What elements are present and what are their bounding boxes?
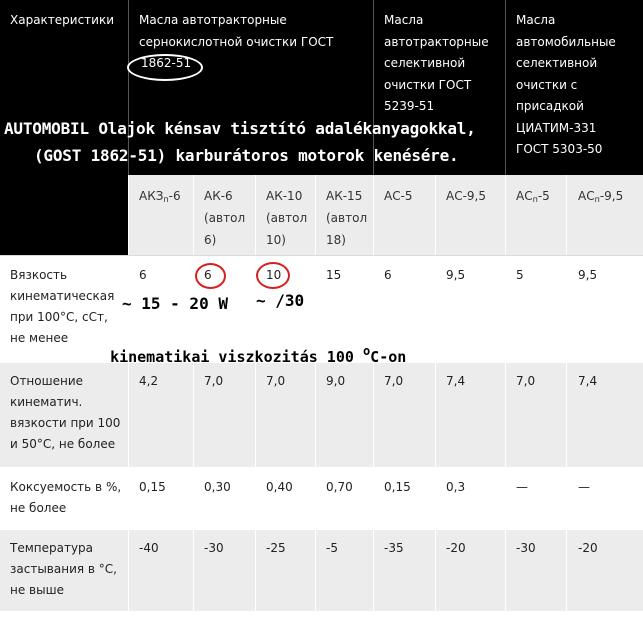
red-circle-ak10 (256, 262, 290, 289)
grade-note: 6) (204, 233, 217, 247)
value-cell: 9,0 (326, 374, 346, 388)
header-line: селективной (516, 56, 598, 70)
row-label-line: при 100°С, сСт, (10, 310, 108, 324)
header-line: присадкой (516, 99, 584, 113)
grade-name: АК-15 (326, 189, 363, 203)
overlay-title-line2: (GOST 1862-51) karburátoros motorok kenésére. (34, 146, 459, 165)
value-cell: -35 (384, 541, 404, 555)
header-line: селективной (384, 56, 466, 70)
value-cell: 7,4 (578, 374, 598, 388)
grade-note: (автол (266, 211, 308, 225)
grade-cell (204, 185, 245, 251)
grade-cell (516, 185, 550, 211)
header-line: автомобильные (516, 34, 616, 49)
grade-note: 10) (266, 233, 286, 247)
grade-name: АК-10 (266, 189, 303, 203)
value-cell: 0,30 (204, 480, 231, 494)
row-label (10, 538, 117, 601)
value-cell: 0,15 (384, 480, 411, 494)
value-cell: -25 (266, 541, 286, 555)
row-label-line: вязкости при 100 (10, 416, 121, 430)
row-label-line: кинематическая (10, 289, 115, 303)
header-col-selective (384, 10, 489, 118)
value-cell: -5 (326, 541, 338, 555)
value-cell: -30 (516, 541, 536, 555)
header-line: ГОСТ 5303-50 (516, 142, 603, 156)
row-label-line: не более (10, 501, 67, 515)
header-line: автотракторные (384, 34, 489, 49)
value-cell: 9,5 (578, 268, 598, 282)
row-label-line: Температура (10, 541, 94, 555)
row-label (10, 371, 120, 455)
header-line: ЦИАТИМ-331 (516, 120, 597, 135)
value-cell: -20 (446, 541, 466, 555)
overlay-note-viscosity (92, 330, 406, 366)
row-label-line: Отношение (10, 374, 84, 388)
header-line: очистки ГОСТ (384, 77, 472, 92)
header-gost-number: 1862-51 (141, 56, 192, 70)
value-cell: 10 (266, 268, 282, 282)
grade-name: АС-9,5 (446, 189, 487, 203)
overlay-note-w: ~ 15 - 20 W (122, 294, 228, 313)
row-label-line: Коксуемость в %, (10, 480, 122, 494)
value-cell: 15 (326, 268, 342, 282)
red-circle-ak6 (195, 263, 226, 289)
grade-name: $АС_п-9,5$ (578, 189, 624, 204)
value-cell: -20 (578, 541, 598, 555)
value-cell: 6 (204, 268, 212, 282)
grade-note: 18) (326, 233, 346, 247)
value-cell: 7,4 (446, 374, 466, 388)
overlay-note-viscosity-unit: C-on (370, 348, 407, 366)
header-col-additive (516, 10, 616, 161)
grade-cell (139, 185, 181, 211)
grade-cell (266, 185, 307, 251)
value-cell: 7,0 (516, 374, 536, 388)
grade-name: $АКЗ_п-6$ (139, 189, 181, 204)
header-line: очистки с (516, 77, 578, 92)
value-cell: — (516, 480, 528, 494)
grade-cell (326, 185, 367, 251)
overlay-degree-mark: o (362, 344, 371, 358)
grade-cell (446, 185, 486, 207)
grade-name: АК-6 (204, 189, 233, 203)
grade-name: $АС_п-5$ (516, 189, 550, 204)
row-label-line: не выше (10, 583, 64, 597)
grade-note: (автол (204, 211, 246, 225)
value-cell: 6 (384, 268, 392, 282)
row-label-line: и 50°С, не более (10, 437, 116, 451)
grade-cell (578, 185, 623, 211)
value-cell: 0,70 (326, 480, 353, 494)
header-line: Масла (384, 13, 424, 27)
value-cell: 7,0 (266, 374, 286, 388)
value-cell: 7,0 (204, 374, 224, 388)
header-label-cell (0, 175, 128, 255)
value-cell: -30 (204, 541, 224, 555)
row-label-line: застывания в °С, (10, 562, 117, 576)
value-cell: — (578, 480, 590, 494)
value-cell: 7,0 (384, 374, 404, 388)
gost-circle-mark (127, 54, 203, 81)
grade-note: (автол (326, 211, 368, 225)
row-label-line: не менее (10, 331, 69, 345)
row-tail-bg (0, 611, 643, 619)
header-line: сернокислотной очистки ГОСТ (139, 34, 334, 49)
overlay-title-line1: AUTOMOBIL Olajok kénsav tisztító adalékanyagokkal, (4, 119, 476, 138)
value-cell: 6 (139, 268, 147, 282)
value-cell: 0,15 (139, 480, 166, 494)
value-cell: 0,3 (446, 480, 466, 494)
header-line: Масла (516, 13, 556, 27)
grade-cell (384, 185, 413, 207)
value-cell: -40 (139, 541, 159, 555)
row-label-line: кинематич. (10, 395, 83, 409)
overlay-note-30: ~ /30 (256, 291, 305, 310)
row-label (10, 477, 121, 519)
value-cell: 9,5 (446, 268, 466, 282)
overlay-note-viscosity-text: kinematikai viszkozitás 100 (110, 348, 363, 366)
value-cell: 0,40 (266, 480, 293, 494)
header-line: Масла автотракторные (139, 13, 287, 27)
row-label-line: Вязкость (10, 268, 68, 282)
header-line: 5239-51 (384, 99, 435, 113)
grade-name: АС-5 (384, 189, 413, 203)
value-cell: 4,2 (139, 374, 159, 388)
header-col-characteristics: Характеристики (10, 13, 115, 27)
value-cell: 5 (516, 268, 524, 282)
